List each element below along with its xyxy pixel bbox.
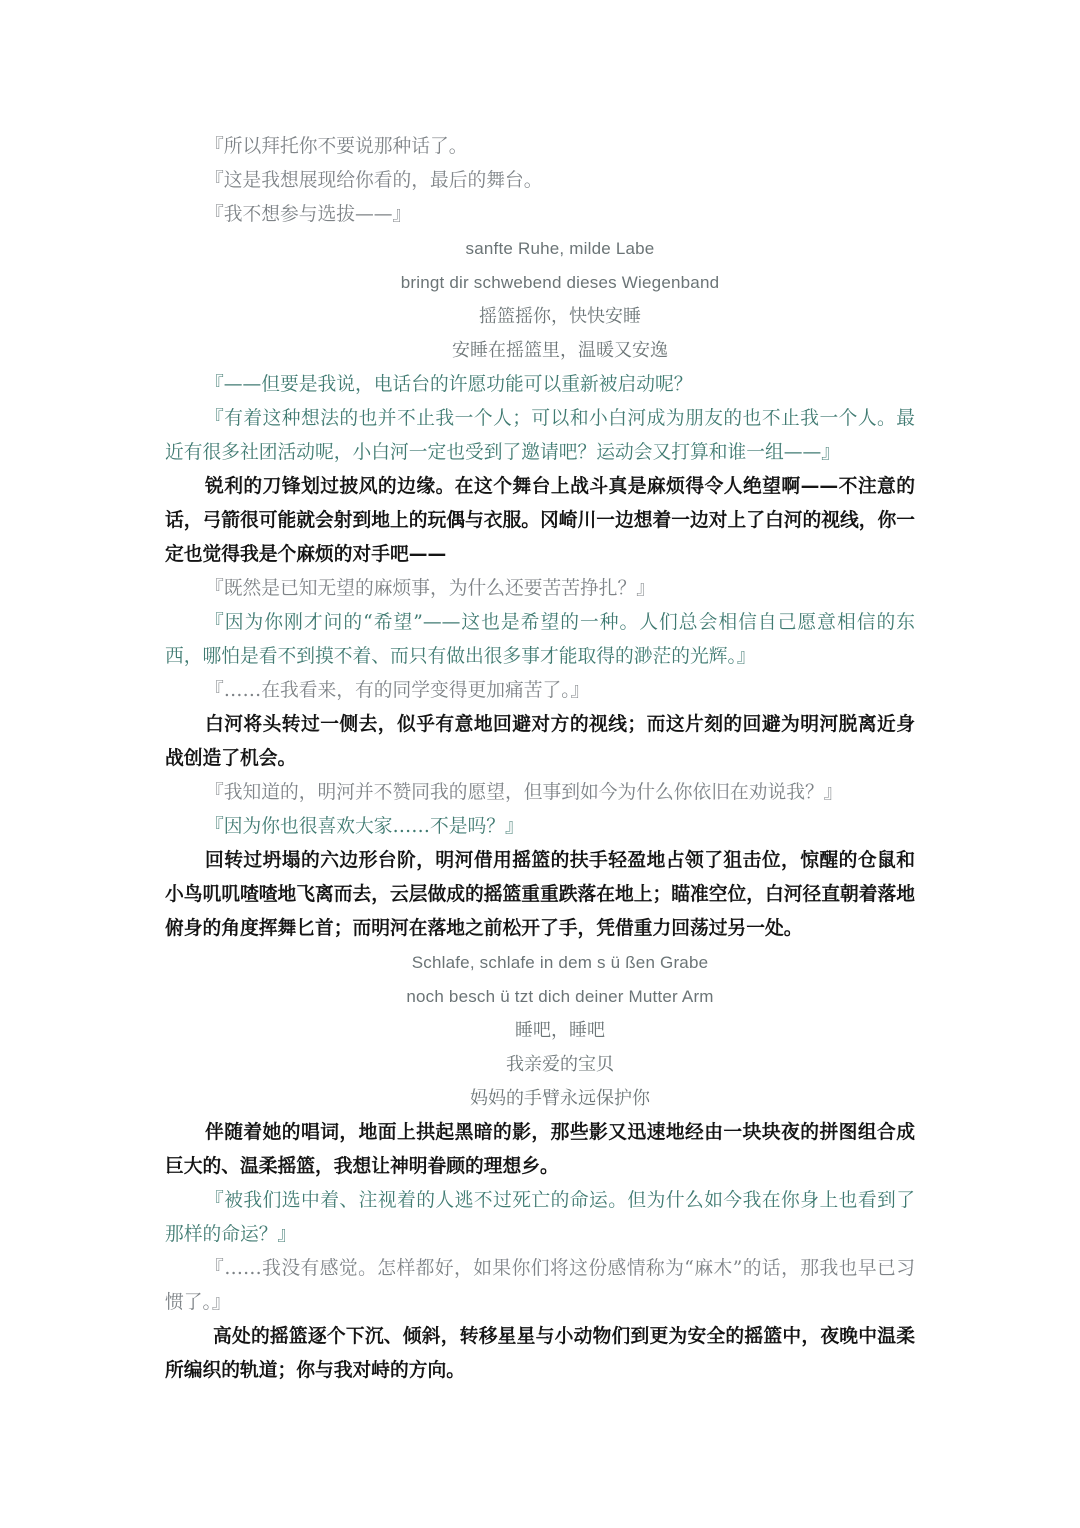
dialogue-line: 『有着这种想法的也并不止我一个人；可以和小白河成为朋友的也不止我一个人。最近有很多社团活动呢，小白河一定也受到了邀请吧？运动会又打算和谁一组——』 <box>165 408 915 463</box>
dialogue-line: 『……在我看来，有的同学变得更加痛苦了。』 <box>205 680 590 701</box>
narration-paragraph: 白河将头转过一侧去，似乎有意地回避对方的视线；而这片刻的回避为明河脱离近身战创造了机会。 <box>165 714 915 769</box>
lyric-line: Schlafe, schlafe in dem s ü ßen Grabe <box>411 953 709 972</box>
dialogue-line: 『我知道的，明河并不赞同我的愿望，但事到如今为什么你依旧在劝说我？』 <box>205 782 843 803</box>
dialogue-line: 『因为你也很喜欢大家……不是吗？』 <box>205 816 524 837</box>
lyric-line: bringt dir schwebend dieses Wiegenband <box>400 273 720 292</box>
dialogue-line: 『所以拜托你不要说那种话了。 <box>205 136 468 157</box>
lyric-line: 安睡在摇篮里，温暖又安逸 <box>452 340 668 361</box>
lyric-line: noch besch ü tzt dich deiner Mutter Arm <box>406 987 714 1006</box>
dialogue-line: 『——但要是我说，电话台的许愿功能可以重新被启动呢？ <box>205 374 693 395</box>
dialogue-line: 『……我没有感觉。怎样都好，如果你们将这份感情称为“麻木”的话，那我也早已习惯了。』 <box>165 1258 915 1313</box>
narration-paragraph: 伴随着她的唱词，地面上拱起黑暗的影，那些影又迅速地经由一块块夜的拼图组合成巨大的、温柔摇篮，我想让神明眷顾的理想乡。 <box>165 1122 915 1177</box>
lyric-line: 妈妈的手臂永远保护你 <box>470 1088 650 1109</box>
narration-paragraph: 锐利的刀锋划过披风的边缘。在这个舞台上战斗真是麻烦得令人绝望啊——不注意的话，弓箭很可能就会射到地上的玩偶与衣服。冈崎川一边想着一边对上了白河的视线，你一定也觉得我是个麻烦的对手吧—— <box>165 476 915 565</box>
dialogue-line: 『因为你刚才问的“希望”——这也是希望的一种。人们总会相信自己愿意相信的东西，哪怕是看不到摸不着、而只有做出很多事才能取得的渺茫的光辉。』 <box>165 612 915 667</box>
dialogue-line: 『被我们选中着、注视着的人逃不过死亡的命运。但为什么如今我在你身上也看到了那样的命运？』 <box>165 1190 915 1245</box>
lyric-line: 我亲爱的宝贝 <box>506 1054 614 1075</box>
lyric-line: 摇篮摇你，快快安睡 <box>479 306 641 327</box>
lyric-line: 睡吧，睡吧 <box>515 1020 605 1041</box>
text-column <box>165 130 915 1388</box>
lyric-line: sanfte Ruhe, milde Labe <box>465 239 655 258</box>
narration-paragraph: 高处的摇篮逐个下沉、倾斜，转移星星与小动物们到更为安全的摇篮中，夜晚中温柔所编织的轨道；你与我对峙的方向。 <box>165 1326 915 1381</box>
dialogue-line: 『既然是已知无望的麻烦事，为什么还要苦苦挣扎？』 <box>205 578 655 599</box>
dialogue-line: 『我不想参与选拔——』 <box>205 204 412 225</box>
dialogue-line: 『这是我想展现给你看的，最后的舞台。 <box>205 170 543 191</box>
narration-paragraph: 回转过坍塌的六边形台阶，明河借用摇篮的扶手轻盈地占领了狙击位，惊醒的仓鼠和小鸟叽叽喳喳地飞离而去，云层做成的摇篮重重跌落在地上；瞄准空位，白河径直朝着落地俯身的角度挥舞匕首；而明河在落地之前松开了手，凭借重力回荡过另一处。 <box>165 850 915 939</box>
